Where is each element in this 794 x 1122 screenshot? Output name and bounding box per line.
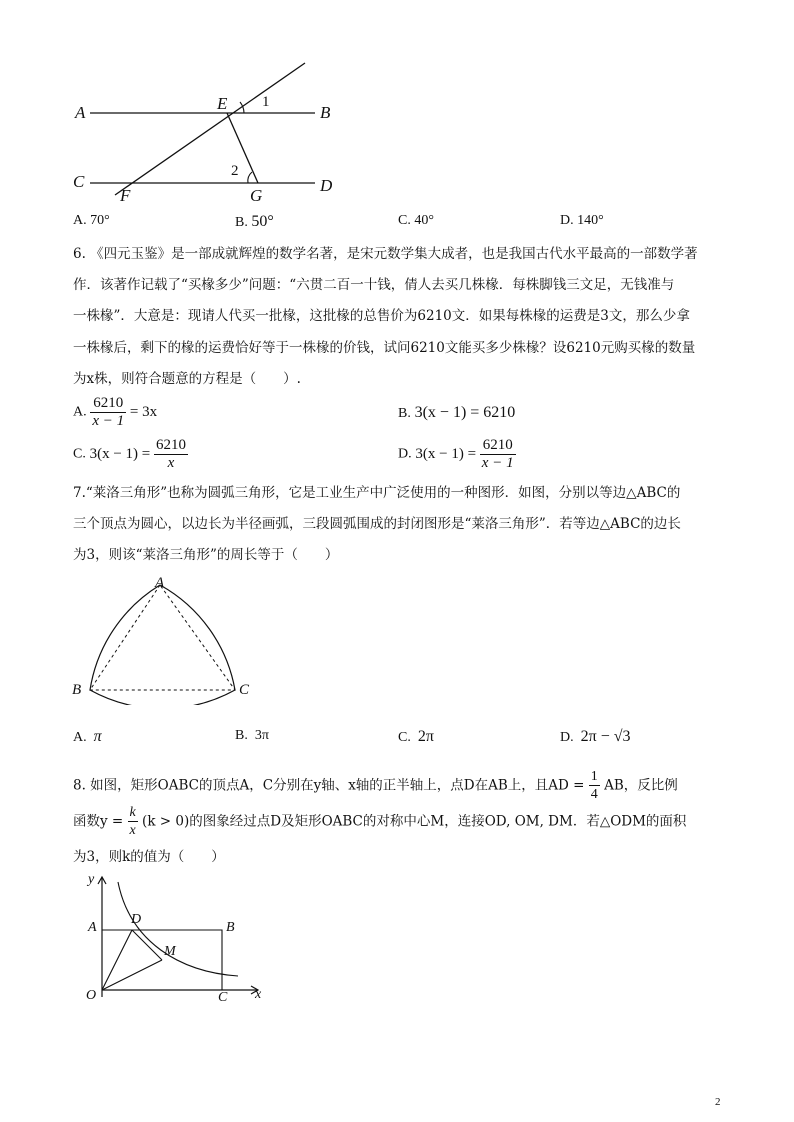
label-G: G [250,186,263,205]
q6-option-b[interactable]: B. 3(x − 1) = 6210 [398,404,516,421]
q7-option-c[interactable]: C. 2π [398,728,434,745]
label-E: E [217,94,228,113]
label-F: F [120,186,131,205]
q6-text-line-4: 一株椽后，剩下的椽的运费恰好等于一株椽的价钱，试问6210文能买多少株椽？设6210元购买椽的数量 [73,340,696,356]
label-point-B: B [226,920,235,935]
q6-text-line-3: 一株椽”．大意是：现请人代买一批椽，这批椽的总售价为6210文．如果每株椽的运费是3文，那么少拿 [73,308,690,324]
q8-text-line-3: 为3，则k的值为（ ） [73,849,225,865]
label-axis-y: y [88,872,95,887]
triangle-abc [90,585,235,690]
transversal-line [115,63,305,195]
page-number: 2 [715,1096,721,1108]
label-B: B [320,103,331,122]
q6-text-line-1: 6. 《四元玉鉴》是一部成就辉煌的数学名著，是宋元数学集大成者，也是我国古代水平最高的一部数学著 [73,246,698,262]
label-point-D: D [131,912,142,927]
label-D: D [320,176,333,195]
q7-text-line-2: 三个顶点为圆心，以边长为半径画弧，三段圆弧围成的封闭图形是“莱洛三角形”．若等边△ABC的边长 [73,516,681,532]
q7-option-b[interactable]: B. 3π [235,728,269,743]
segment-om [102,960,162,990]
q7-text-line-3: 为3，则该“莱洛三角形”的周长等于（ ） [73,547,339,563]
q7-option-d[interactable]: D. 2π − √3 [560,728,631,745]
q6-text-line-5: 为x株，则符合题意的方程是（ ）. [73,371,301,387]
q5-option-c[interactable]: C. 40° [398,213,434,228]
label-point-A: A [88,920,97,935]
q5-option-b[interactable]: B. 50° [235,213,274,230]
hyperbola-curve [118,882,238,976]
q8-text-line-2: 函数y = $\frac{k}{x}$ (k > 0)的图象经过点D及矩形OABC的对称中心M，连接OD, OM, DM．若△ODM的面积 [73,805,687,838]
q6-option-d[interactable]: D. 3(x − 1) = $\frac{6210}{x - 1}$ [398,437,514,471]
q8-text-line-1: 8. 如图，矩形OABC的顶点A，C分别在y轴、x轴的正半轴上，点D在AB上，且AD = $\frac{1}{4}$ AB，反比例 [73,769,678,802]
label-point-M: M [164,944,176,959]
label-point-O: O [86,988,97,1003]
angle-2-arc [248,172,252,183]
q7-text-line-1: 7.“莱洛三角形”也称为圆弧三角形，它是工业生产中广泛使用的一种图形．如图，分别以等边△ABC的 [73,485,681,501]
label-tri-B: B [72,682,82,698]
label-angle-2: 2 [231,163,239,179]
label-tri-A: A [155,575,165,591]
figure-reuleaux-triangle [80,570,255,705]
figure-rectangle-hyperbola [70,872,270,1012]
label-C: C [73,172,85,191]
q7-option-a[interactable]: A. π [73,728,102,745]
label-angle-1: 1 [262,94,270,110]
q6-option-a[interactable]: A. $\frac{6210}{x - 1}$ = 3x [73,395,158,429]
q6-text-line-2: 作．该著作记载了“买椽多少”问题：“六贯二百一十钱，倩人去买几株椽．每株脚钱三文足，无钱准与 [73,277,675,293]
q6-option-c[interactable]: C. 3(x − 1) = $\frac{6210}{x}$ [73,437,187,471]
segment-od [102,930,132,990]
q5-option-d[interactable]: D. 140° [560,213,604,228]
segment-dm [132,930,162,960]
label-A: A [75,103,86,122]
label-point-C: C [218,990,228,1005]
label-axis-x: x [255,987,262,1002]
label-tri-C: C [239,682,250,698]
reuleaux-arc-bc [90,690,235,705]
q5-option-a[interactable]: A. 70° [73,213,110,228]
figure-parallel-lines [70,55,360,210]
